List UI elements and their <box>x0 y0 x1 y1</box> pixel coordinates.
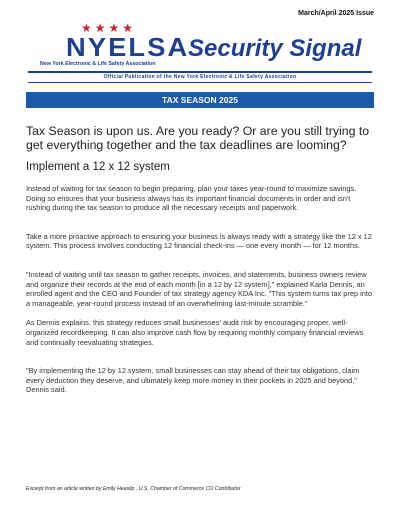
attribution: Excerpt from an article written by Emily Heaslip , U.S. Chamber of Commerce CO Contributor <box>26 486 241 492</box>
article-intro: Tax Season is upon us. Are you ready? Or are you still trying to get everything together and the tax deadlines are looming? <box>26 124 370 152</box>
article-paragraph: Instead of waiting for tax season to begin preparing, plan your taxes year-round to maximize savings. Doing so ensures that your business always has its important financial documents in order and isn't rushing during the tax season to produce all the necessary receipts and paperwork. <box>26 184 357 213</box>
stars-icon: ★★★★ <box>81 21 137 35</box>
masthead-divider-thin <box>28 82 372 83</box>
tagline: Official Publication of the New York Electronic & Life Safety Association <box>103 74 297 80</box>
issue-date: March/April 2025 Issue <box>298 10 374 17</box>
article-paragraph: "By implementing the 12 by 12 system, small businesses can stay ahead of their tax obligations, claim every deduction they deserve, and ultimately keep more money in their pockets in 2025 and beyond," Dennis said. <box>26 366 360 395</box>
masthead <box>28 22 372 90</box>
article-paragraph: As Dennis explains, this strategy reduces small businesses' audit risk by encouraging proper, well-organized recordkeeping. It can also improve cash flow by requiring monthly company financial reviews and continually reevaluating strategies. <box>26 318 364 347</box>
org-logo: NYELSA <box>66 32 190 62</box>
article-paragraph: "Instead of waiting until tax season to gather receipts, invoices, and statements, business owners review and organize their records at the end of each month [in a 12 by 12 system]," explained Karla Dennis, an enrolled agent and the CEO and Founder of tax strategy agency KDA Inc. "This system turns tax prep into a manageable, year-round process instead of an overwhelming last-minute scramble." <box>26 269 373 308</box>
article-paragraph: Take a more proactive approach to ensuring your business is always ready with a strategy like the 12 x 12 system. This process involves conducting 12 financial check-ins — one every month — for 12 months. <box>26 231 372 251</box>
masthead-divider <box>28 71 372 73</box>
section-banner: TAX SEASON 2025 <box>26 92 374 108</box>
org-name: New York Electronic & Life Safety Association <box>40 61 156 67</box>
article <box>26 124 374 395</box>
publication-title: Security Signal <box>188 35 362 62</box>
article-heading: Implement a 12 x 12 system <box>26 161 170 173</box>
